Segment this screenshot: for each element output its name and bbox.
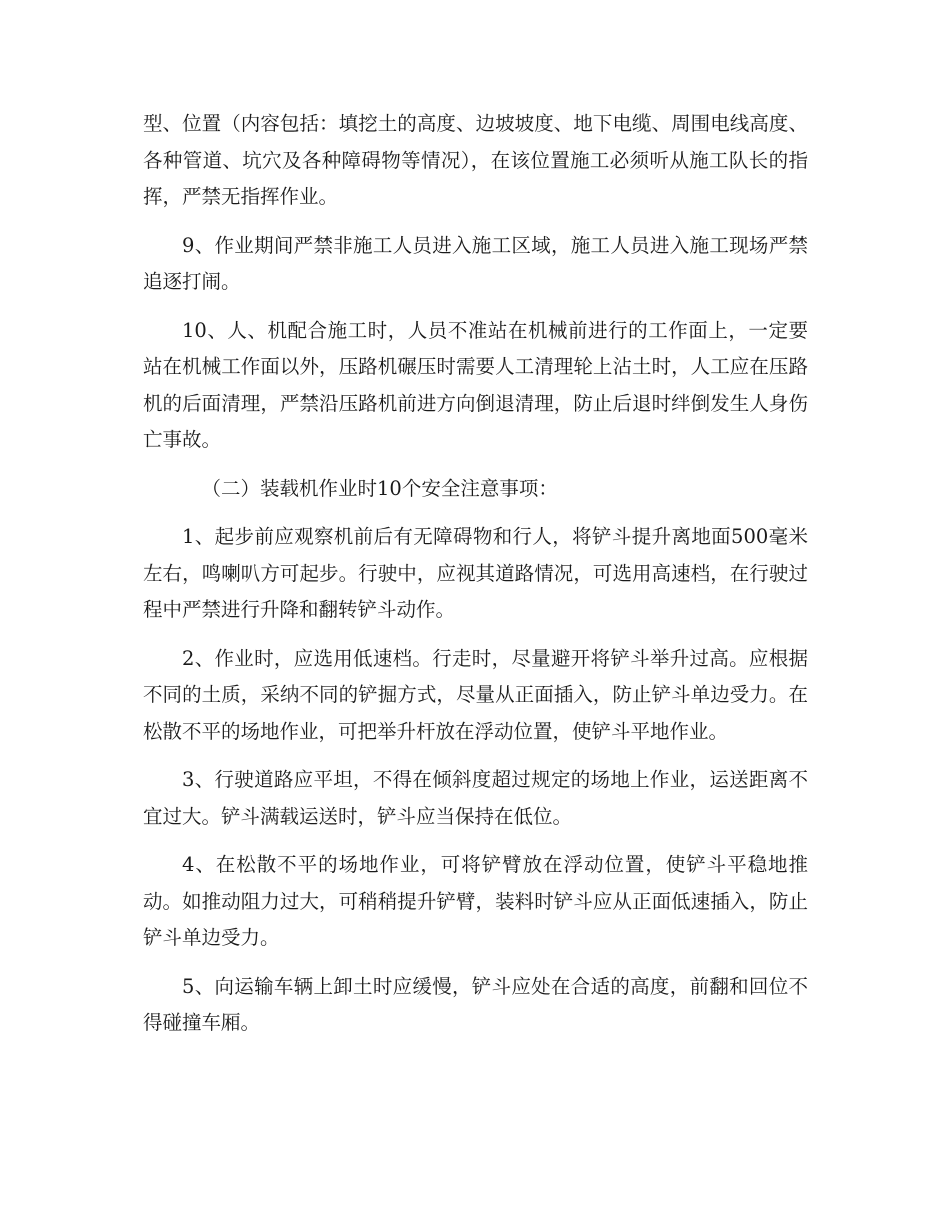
paragraph-item-9: 9、作业期间严禁非施工人员进入施工区域，施工人员进入施工现场严禁追逐打闹。 — [143, 233, 808, 293]
paragraph-item-10: 10、人、机配合施工时，人员不准站在机械前进行的工作面上，一定要站在机械工作面以外，压路机碾压时需要人工清理轮上沾土时，人工应在压路机的后面清理，严禁沿压路机前进方向倒退清理，防止后退时绊倒发生人身伤亡事故。 — [143, 318, 808, 451]
paragraph-item-1: 1、起步前应观察机前后有无障碍物和行人，将铲斗提升离地面500毫米左右，鸣喇叭方可起步。行驶中，应视其道路情况，可选用高速档，在行驶过程中严禁进行升降和翻转铲斗动作。 — [143, 525, 808, 621]
paragraph-continued: 型、位置（内容包括：填挖土的高度、边坡坡度、地下电缆、周围电线高度、各种管道、坑穴及各种障碍物等情况），在该位置施工必须听从施工队长的指挥，严禁无指挥作业。 — [143, 112, 808, 208]
paragraph-item-5: 5、向运输车辆上卸土时应缓慢，铲斗应处在合适的高度，前翻和回位不得碰撞车厢。 — [143, 974, 808, 1034]
paragraph-item-4: 4、在松散不平的场地作业，可将铲臂放在浮动位置，使铲斗平稳地推动。如推动阻力过大，可稍稍提升铲臂，装料时铲斗应从正面低速插入，防止铲斗单边受力。 — [143, 853, 808, 949]
paragraph-item-3: 3、行驶道路应平坦，不得在倾斜度超过规定的场地上作业，运送距离不宜过大。铲斗满载运送时，铲斗应当保持在低位。 — [143, 768, 808, 828]
section-heading: （二）装载机作业时10个安全注意事项： — [201, 476, 558, 500]
paragraph-item-2: 2、作业时，应选用低速档。行走时，尽量避开将铲斗举升过高。应根据不同的土质，采纳不同的铲掘方式，尽量从正面插入，防止铲斗单边受力。在松散不平的场地作业，可把举升杆放在浮动位置，使铲斗平地作业。 — [143, 646, 808, 743]
document-body — [143, 106, 808, 1042]
